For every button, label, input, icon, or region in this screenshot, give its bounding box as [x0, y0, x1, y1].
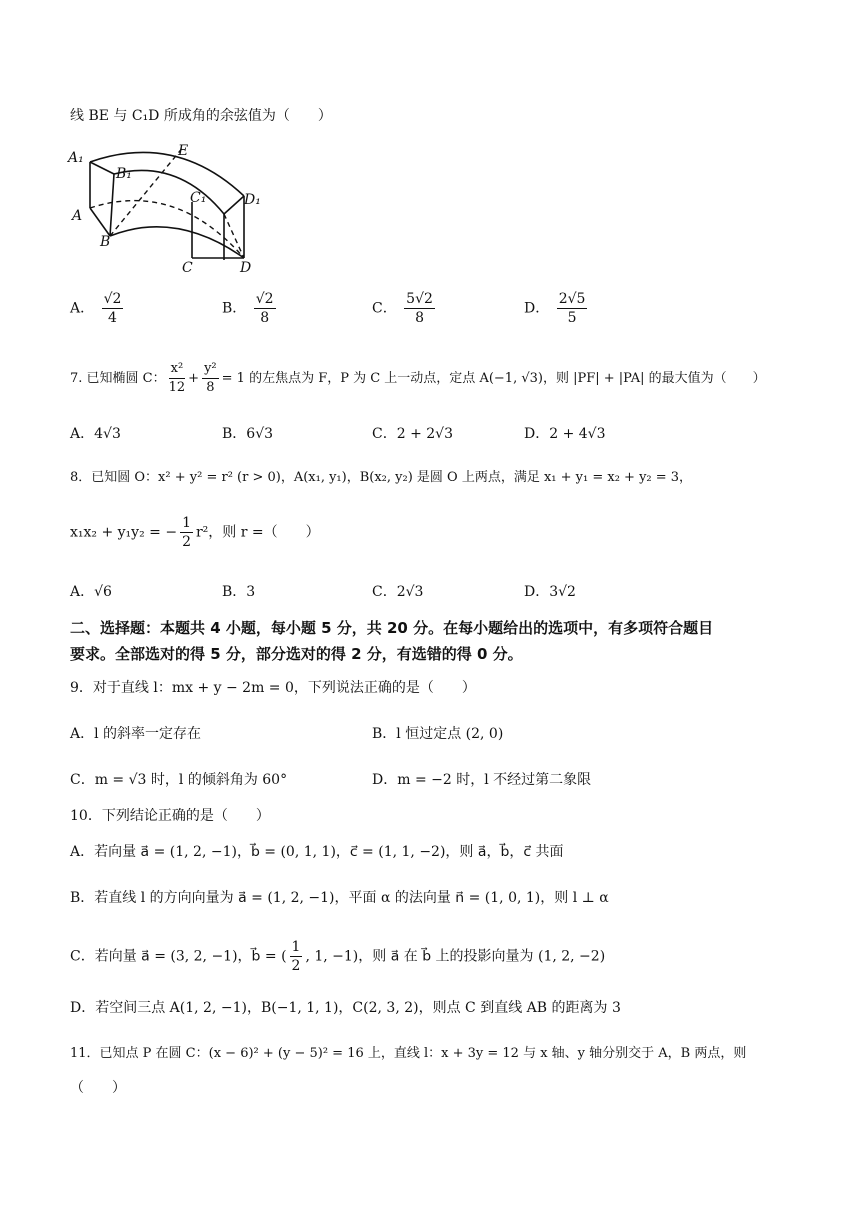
q9-option-a: A．l 的斜率一定存在 — [70, 726, 202, 742]
q7-stem: 7. 已知椭圆 C： $\frac{\text{x²}}{12}$ + $\frac{\text{y²}}{8}$ = 1 的左焦点为 F，P 为 C 上一动点，定点 A(−1, √3)，则 |PF| + |PA| 的最大值为（ ） — [70, 361, 766, 395]
q6-option-a: A． $\frac{√2}{4}$ — [70, 291, 122, 326]
q6-option-b: B． $\frac{√2}{8}$ — [222, 291, 274, 326]
q10-option-c: C．若向量 a⃗ = (3, 2, −1)，b⃗ = ( $\frac{1}{2}$ , 1, −1)，则 a⃗ 在 b⃗ 上的投影向量为 (1, 2, −2) — [70, 939, 606, 974]
q7-option-a: A．4√3 — [70, 426, 121, 442]
label-e: E — [178, 143, 189, 159]
q7-option-c: C．2 + 2√3 — [372, 426, 453, 442]
q8-option-a: A．√6 — [70, 584, 112, 600]
q9-option-c: C．m = √3 时，l 的倾斜角为 60° — [70, 772, 288, 788]
q10-option-b: B．若直线 l 的方向向量为 a⃗ = (1, 2, −1)，平面 α 的法向量 n⃗ = (1, 0, 1)，则 l ⊥ α — [70, 890, 609, 906]
q6-stem: 线 BE 与 C₁D 所成角的余弦值为（ ） — [70, 108, 332, 124]
q8-option-c: C．2√3 — [372, 584, 424, 600]
label-c: C — [182, 260, 193, 276]
label-b1: B₁ — [116, 166, 132, 182]
label-b: B — [100, 234, 111, 250]
q7-option-d: D．2 + 4√3 — [524, 426, 606, 442]
q6-option-c: C． $\frac{5√2}{8}$ — [372, 291, 433, 326]
q10-stem: 10．下列结论正确的是（ ） — [70, 808, 270, 824]
q11-stem-line2: （ ） — [70, 1080, 126, 1096]
curved-prism-figure — [66, 140, 276, 276]
q9-option-b: B．l 恒过定点 (2, 0) — [372, 726, 504, 742]
label-d1: D₁ — [244, 192, 261, 208]
section-2-heading: 二、选择题：本题共 4 小题，每小题 5 分，共 20 分。在每小题给出的选项中，有多项符合题目 — [70, 619, 714, 637]
q8-option-b: B．3 — [222, 584, 256, 600]
q8-stem-line2: x₁x₂ + y₁y₂ = − $\frac{1}{2}$ r²，则 r =（ ） — [70, 515, 320, 550]
label-c1: C₁ — [190, 190, 207, 206]
q8-stem: 8．已知圆 O：x² + y² = r² (r > 0)，A(x₁, y₁)，B(x₂, y₂) 是圆 O 上两点，满足 x₁ + y₁ = x₂ + y₂ = 3， — [70, 470, 693, 485]
q8-option-d: D．3√2 — [524, 584, 576, 600]
q11-stem: 11．已知点 P 在圆 C：(x − 6)² + (y − 5)² = 16 上，直线 l：x + 3y = 12 与 x 轴、y 轴分别交于 A，B 两点，则 — [70, 1046, 747, 1061]
q10-option-d: D．若空间三点 A(1, 2, −1)，B(−1, 1, 1)，C(2, 3, 2)，则点 C 到直线 AB 的距离为 3 — [70, 1000, 621, 1016]
q9-stem: 9．对于直线 l：mx + y − 2m = 0，下列说法正确的是（ ） — [70, 680, 476, 696]
q9-option-d: D．m = −2 时，l 不经过第二象限 — [372, 772, 592, 788]
q6-option-d: D． $\frac{2√5}{5}$ — [524, 291, 586, 326]
q10-option-a: A．若向量 a⃗ = (1, 2, −1)，b⃗ = (0, 1, 1)，c⃗ = (1, 1, −2)，则 a⃗，b⃗，c⃗ 共面 — [70, 844, 564, 860]
label-a: A — [72, 208, 83, 224]
label-a1: A₁ — [68, 150, 84, 166]
label-d: D — [240, 260, 252, 276]
q7-option-b: B．6√3 — [222, 426, 274, 442]
section-2-heading-line2: 要求。全部选对的得 5 分，部分选对的得 2 分，有选错的得 0 分。 — [70, 645, 523, 663]
